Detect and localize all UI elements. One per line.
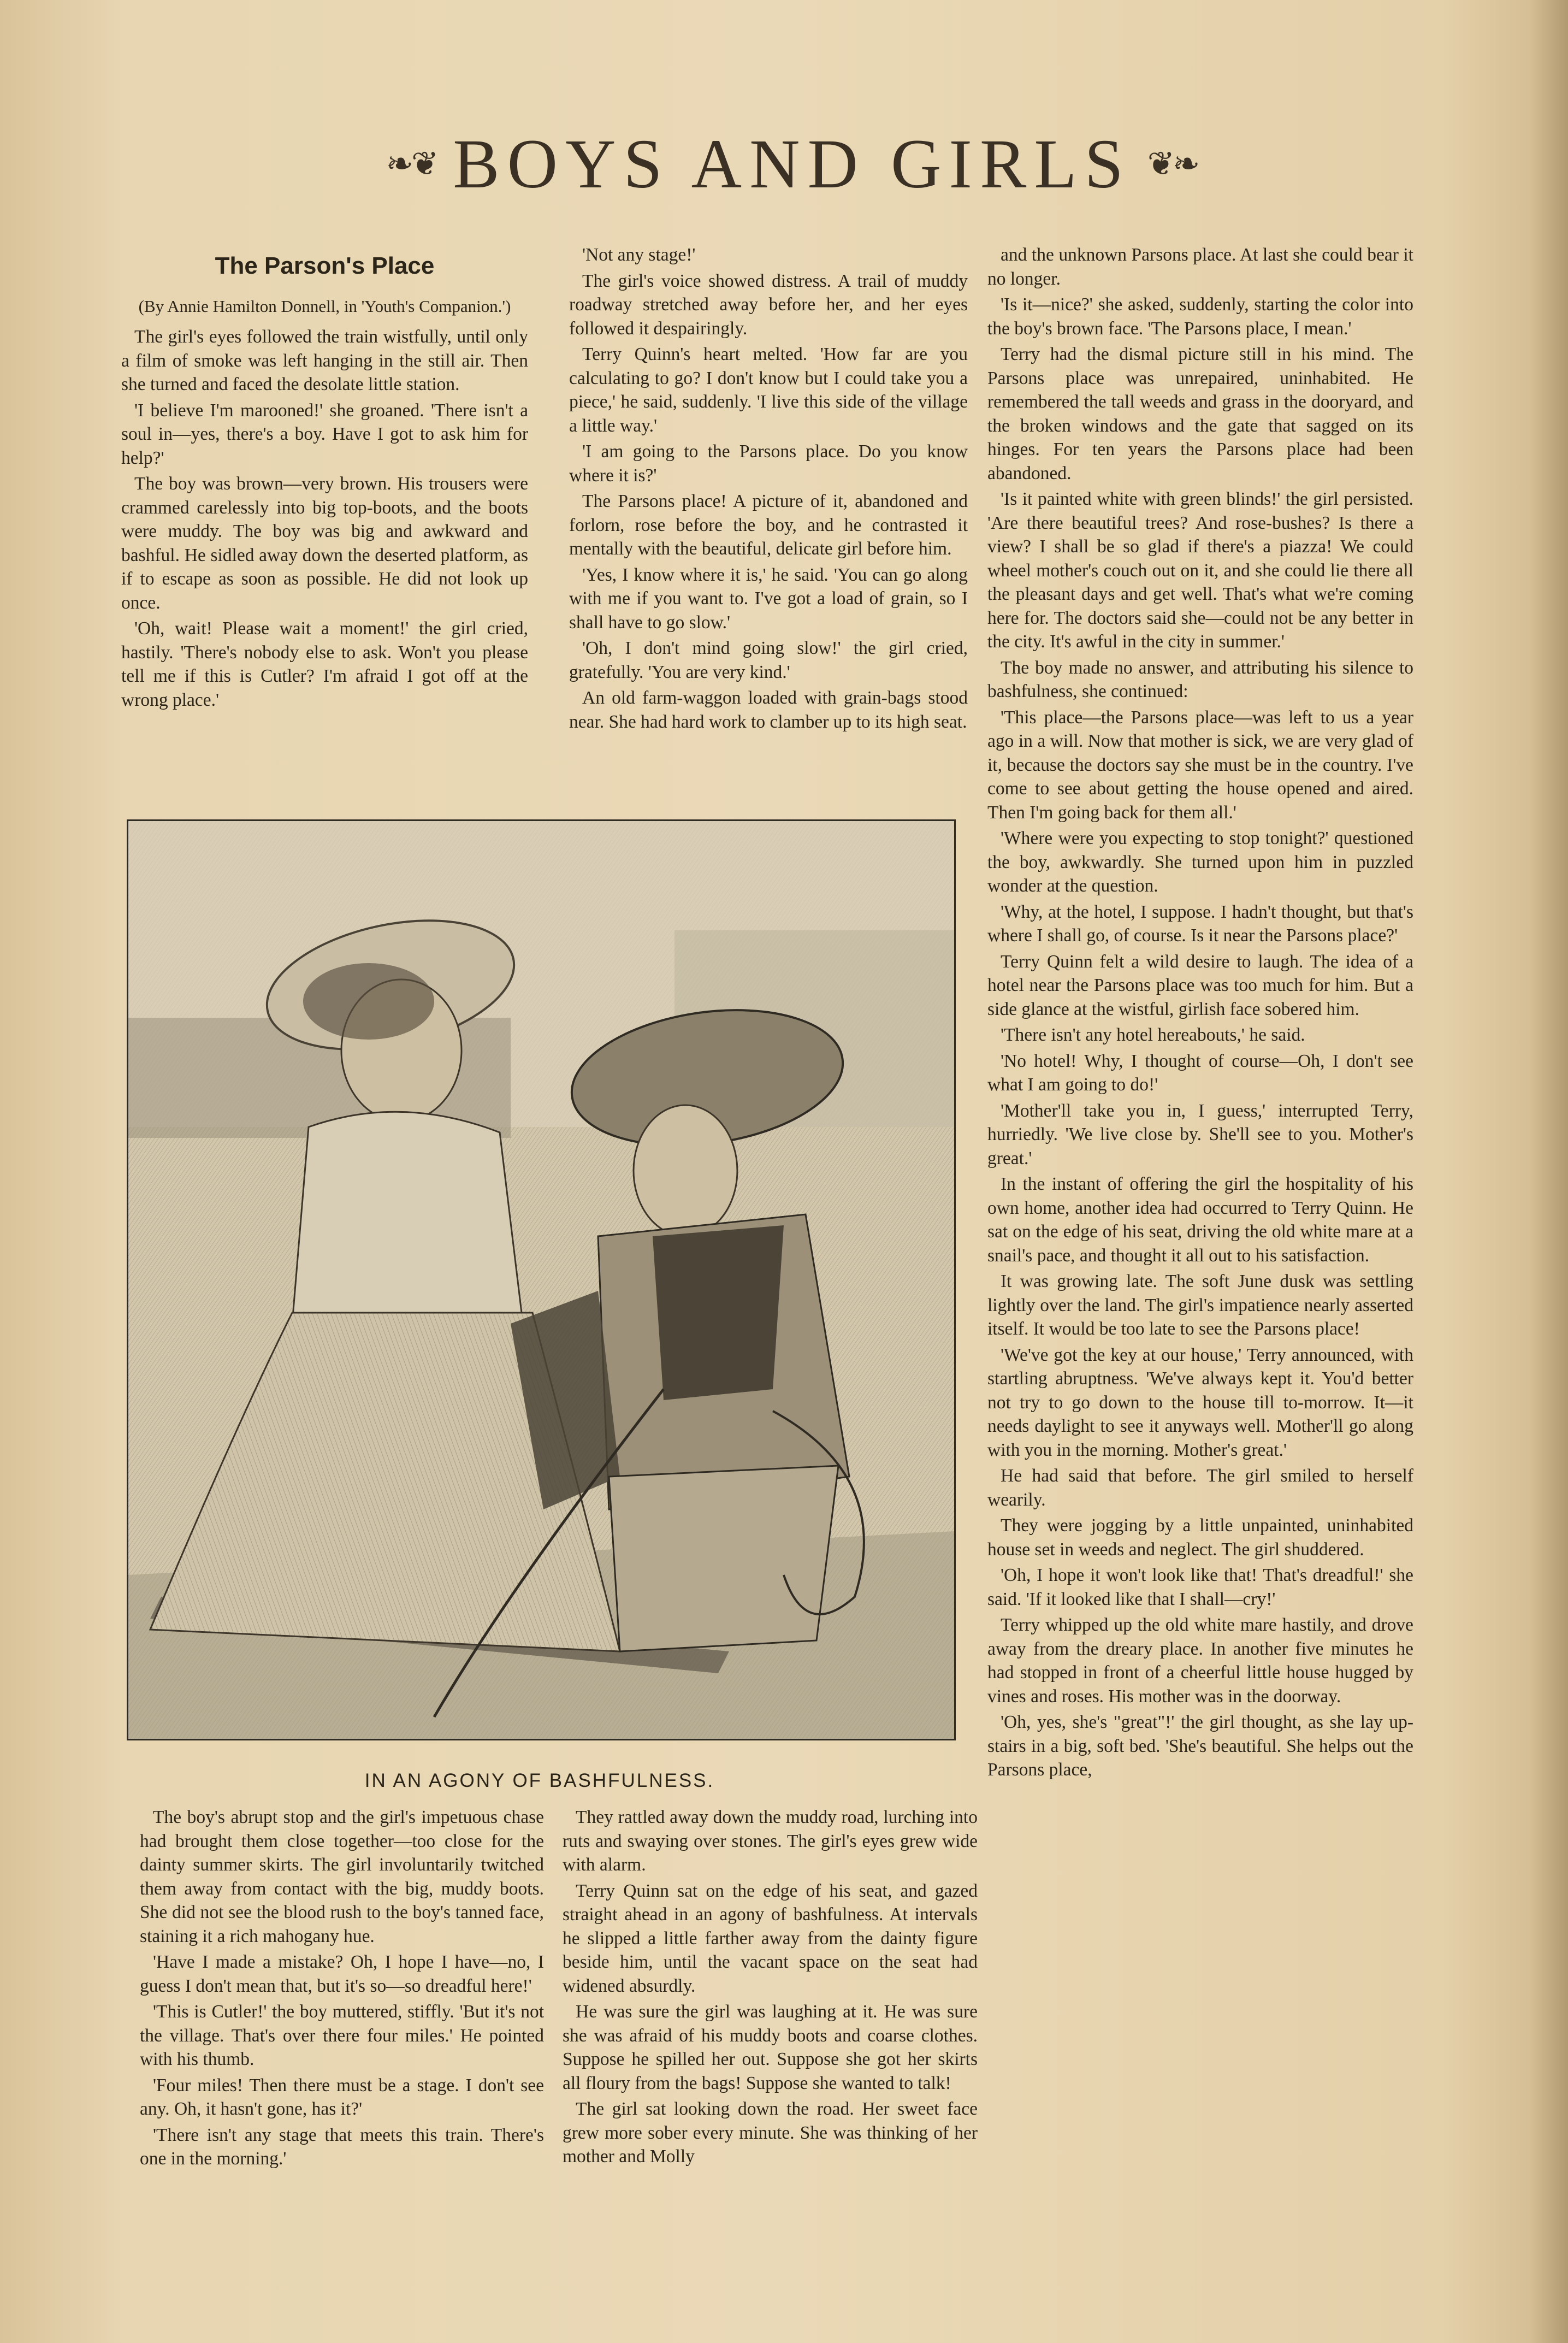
paragraph: He had said that before. The girl smiled to herself wearily.	[987, 1466, 1413, 1510]
paragraph: The Parsons place! A picture of it, abandoned and forlorn, rose before the boy, and he contrasted it mentally with the beautiful, delicate girl before him.	[569, 491, 968, 559]
paragraph: 'I am going to the Parsons place. Do you know where it is?'	[569, 441, 968, 486]
paragraph: 'Why, at the hotel, I suppose. I hadn't thought, but that's where I shall go, of course. Is it near the Parsons place?'	[987, 901, 1413, 946]
paragraph: 'We've got the key at our house,' Terry announced, with startling abruptness. 'We've always kept it. You'd better not try to go down to the house till to-morrow. It—it needs daylight to see it anyways well. Mother'll go along with you in the morning. Mother's great.'	[987, 1344, 1413, 1460]
page-fold-shadow	[1530, 0, 1568, 2343]
column-2	[569, 243, 968, 736]
paragraph: An old farm-waggon loaded with grain-bags stood near. She had hard work to clamber up to its high seat.	[569, 688, 968, 732]
paragraph: The boy made no answer, and attributing his silence to bashfulness, she continued:	[987, 657, 1413, 701]
paragraph: 'Oh, I hope it won't look like that! That's dreadful!' she said. 'If it looked like that I shall—cry!'	[987, 1565, 1413, 1609]
illustration-caption: IN AN AGONY OF BASHFULNESS.	[364, 1770, 715, 1791]
paragraph: The girl's voice showed distress. A trail of muddy roadway stretched away before her, and her eyes followed it despairingly.	[569, 270, 968, 339]
column-5	[563, 1805, 978, 2171]
paragraph: 'Oh, I don't mind going slow!' the girl cried, gratefully. 'You are very kind.'	[569, 638, 968, 682]
column-3	[987, 243, 1413, 1784]
story-illustration	[127, 819, 956, 1740]
paragraph: 'Have I made a mistake? Oh, I hope I have—no, I guess I don't mean that, but it's so—so dreadful here!'	[140, 1952, 544, 1996]
paragraph: The girl's eyes followed the train wistfully, until only a film of smoke was left hanging in the still air. Then she turned and faced the desolate little station.	[121, 327, 528, 394]
paragraph: Terry had the dismal picture still in his mind. The Parsons place was unrepaired, uninhabited. He remembered the tall weeds and grass in the dooryard, and the broken windows and the gate that sagged on its hinges. For ten years the Parsons place had been abandoned.	[987, 344, 1413, 483]
paragraph: 'Four miles! Then there must be a stage. I don't see any. Oh, it hasn't gone, has it?'	[140, 2075, 544, 2119]
story-byline: (By Annie Hamilton Donnell, in 'Youth's Companion.')	[138, 297, 511, 316]
paragraph: 'There isn't any stage that meets this train. There's one in the morning.'	[140, 2124, 544, 2169]
paragraph: The boy was brown—very brown. His trousers were crammed carelessly into big top-boots, and the boots were muddy. The boy was big and awkward and bashful. He sidled away down the deserted platform, as if to escape as soon as possible. He did not look up once.	[121, 474, 528, 613]
paragraph: 'I believe I'm marooned!' she groaned. 'There isn't a soul in—yes, there's a boy. Have I got to ask him for help?'	[121, 400, 528, 468]
paragraph: 'Not any stage!'	[582, 245, 696, 265]
paragraph: Terry Quinn's heart melted. 'How far are you calculating to go? I don't know but I could take you a piece,' he said, suddenly. 'I live this side of the village a little way.'	[569, 344, 968, 436]
paragraph: In the instant of offering the girl the hospitality of his own home, another idea had occurred to Terry Quinn. He sat on the edge of his seat, driving the old white mare at a snail's pace, and thought it all out to his satisfaction.	[987, 1174, 1413, 1266]
paragraph: 'This is Cutler!' the boy muttered, stiffly. 'But it's not the village. That's over there four miles.' He pointed with his thumb.	[140, 2002, 544, 2069]
paragraph: They rattled away down the muddy road, lurching into ruts and swaying over stones. The girl's eyes grew wide with alarm.	[563, 1807, 978, 1875]
right-ornament-icon: ❦❧	[1147, 146, 1198, 182]
paragraph: 'Is it—nice?' she asked, suddenly, starting the color into the boy's brown face. 'The Parsons place, I mean.'	[987, 294, 1413, 339]
paragraph: Terry Quinn felt a wild desire to laugh. The idea of a hotel near the Parsons place was too much for him. But a side glance at the wistful, girlish face sobered him.	[987, 951, 1413, 1019]
paragraph: 'Oh, wait! Please wait a moment!' the girl cried, hastily. 'There's nobody else to ask. Won't you please tell me if this is Cutler? I'm afraid I got off at the wrong place.'	[121, 618, 528, 710]
paragraph: 'Is it painted white with green blinds!' the girl persisted. 'Are there beautiful trees? And rose-bushes? Is there a view? I shall be so glad if there's a piazza! We could wheel mother's couch out on it, and she could lie there all the pleasant days and get well. That's what we're coming here for. The doctors said she—could not be any better in the city. It's awful in the city in summer.'	[987, 489, 1413, 652]
masthead	[306, 120, 1278, 208]
column-4	[140, 1805, 544, 2173]
paragraph: The girl sat looking down the road. Her sweet face grew more sober every minute. She was thinking of her mother and Molly	[563, 2099, 978, 2167]
paragraph: 'No hotel! Why, I thought of course—Oh, I don't see what I am going to do!'	[987, 1050, 1413, 1095]
paragraph: 'Yes, I know where it is,' he said. 'You can go along with me if you want to. I've got a load of grain, so I shall have to go slow.'	[569, 564, 968, 633]
paragraph: and the unknown Parsons place. At last she could bear it no longer.	[987, 245, 1413, 289]
paragraph: The boy's abrupt stop and the girl's impetuous chase had brought them close together—too close for the dainty summer skirts. The girl involuntarily twitched them away from contact with the big, muddy boots. She did not see the blood rush to the boy's tanned face, staining it a rich mahogany hue.	[140, 1807, 544, 1946]
paragraph: 'Where were you expecting to stop tonight?' questioned the boy, awkwardly. She turned upon him in puzzled wonder at the question.	[987, 828, 1413, 896]
paragraph: Terry whipped up the old white mare hastily, and drove away from the dreary place. In another five minutes he had stopped in front of a cheerful little house hugged by vines and roses. His mother was in the doorway.	[987, 1615, 1413, 1707]
column-1	[121, 243, 528, 714]
paragraph: 'There isn't any hotel hereabouts,' he said.	[1001, 1025, 1305, 1045]
paragraph: 'Oh, yes, she's "great"!' the girl thought, as she lay up-stairs in a big, soft bed. 'She's beautiful. She helps out the Parsons place,	[987, 1712, 1413, 1780]
story-title: The Parson's Place	[215, 252, 435, 279]
paragraph: They were jogging by a little unpainted, uninhabited house set in weeds and neglect. The girl shuddered.	[987, 1515, 1413, 1560]
paragraph: 'This place—the Parsons place—was left to us a year ago in a will. Now that mother is sick, we are very glad of it, because the doctors say she must be in the country. I've come to see about getting the house opened and aired. Then I'm going back for them all.'	[987, 707, 1413, 823]
paragraph: It was growing late. The soft June dusk was settling lightly over the land. The girl's impatience nearly asserted itself. It would be too late to see the Parsons place!	[987, 1271, 1413, 1339]
paragraph: 'Mother'll take you in, I guess,' interrupted Terry, hurriedly. 'We live close by. She'll see to you. Mother's great.'	[987, 1100, 1413, 1168]
left-ornament-icon: ❧❦	[386, 146, 437, 182]
paragraph: He was sure the girl was laughing at it. He was sure she was afraid of his muddy boots and coarse clothes. Suppose he spilled her out. Suppose she got her skirts all floury from the bags! Suppose she wanted to talk!	[563, 2002, 978, 2093]
section-title: BOYS AND GIRLS	[453, 125, 1131, 203]
paragraph: Terry Quinn sat on the edge of his seat, and gazed straight ahead in an agony of bashfulness. At intervals he slipped a little farther away from the dainty figure beside him, until the vacant space on the seat had widened absurdly.	[563, 1880, 978, 1996]
